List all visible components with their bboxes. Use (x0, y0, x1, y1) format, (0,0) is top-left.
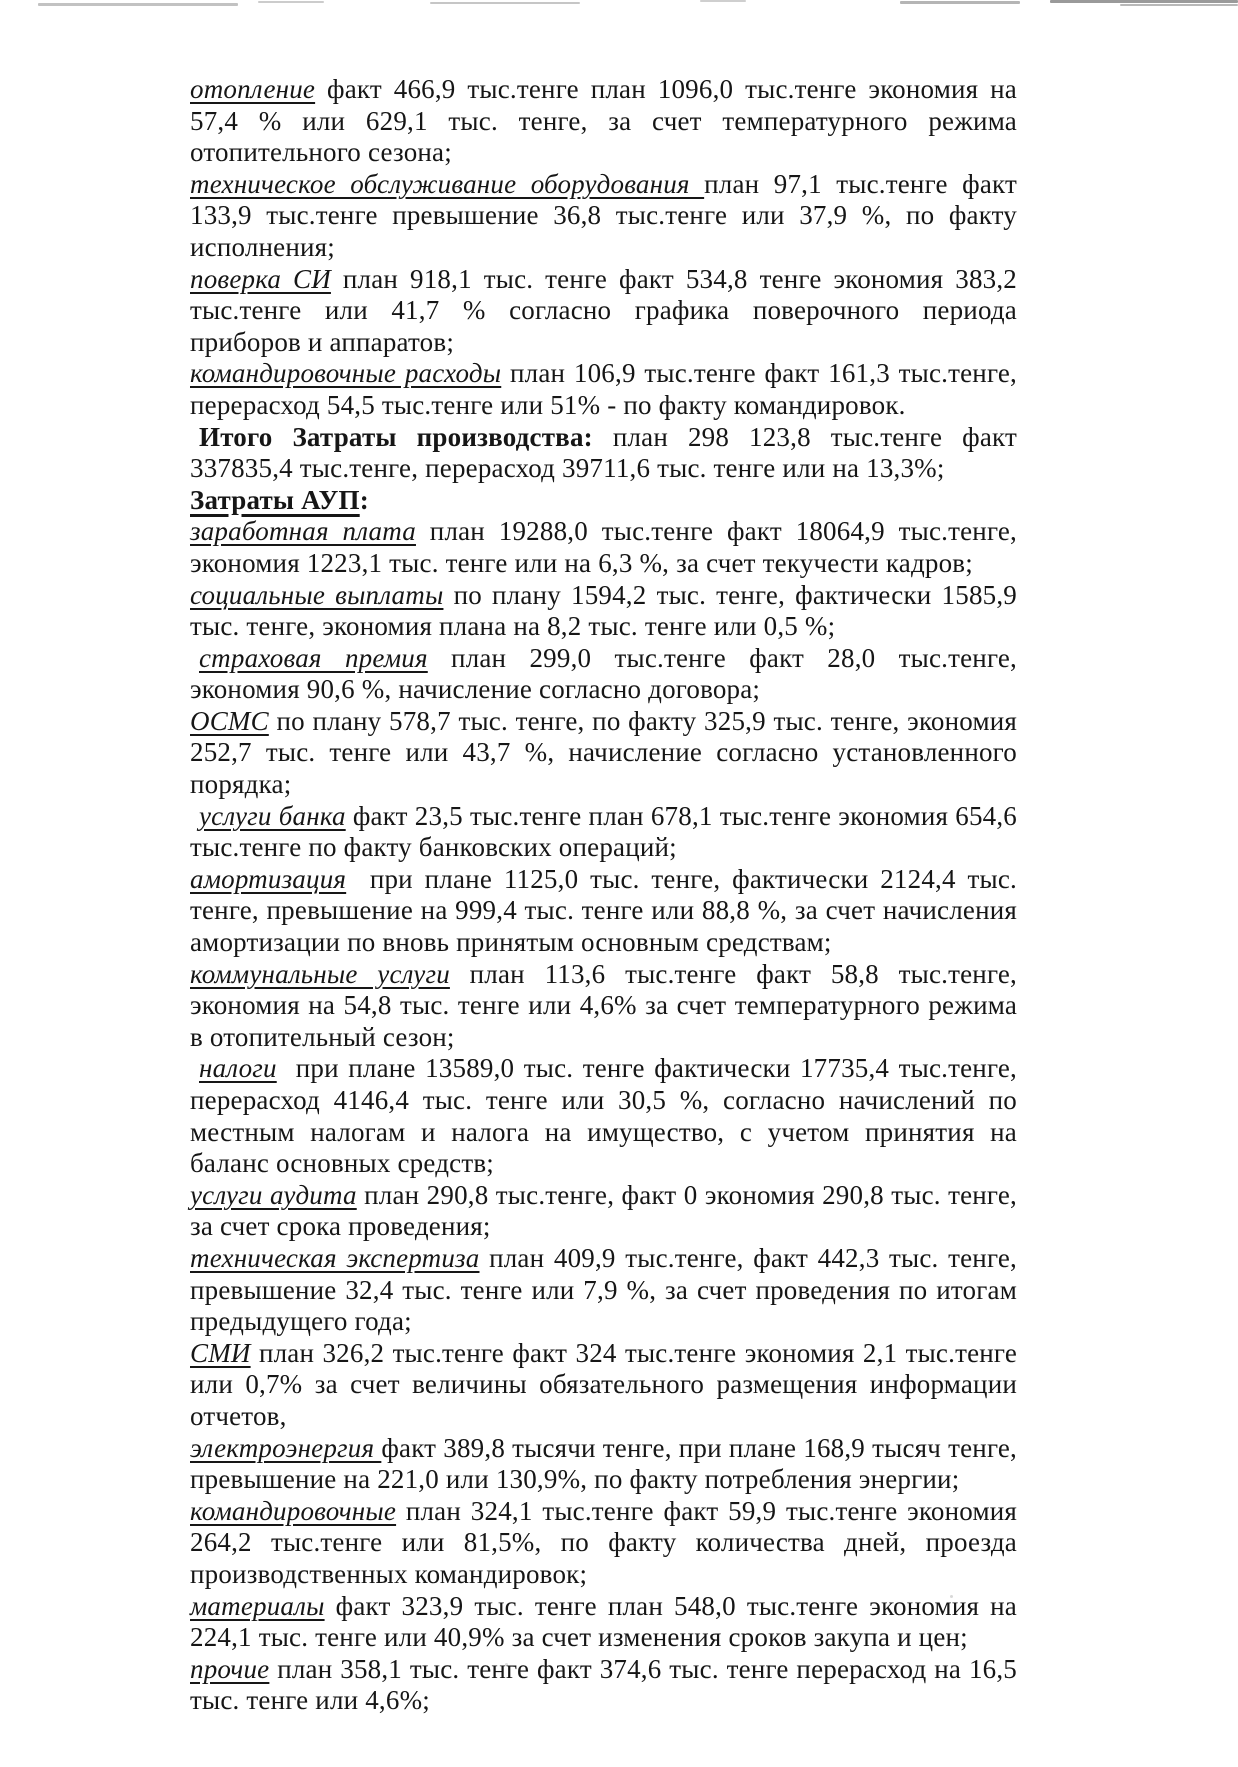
expense-text: при плане 13589,0 тыс. тенге фактически 17735,4 тыс.тенге, перерасход 4146,4 тыс. тенге или 30,5 %, согласно начислений по местным налогам и налога на имущество, с учетом принятия на баланс основных средств; (190, 1053, 1017, 1179)
expense-term: налоги (199, 1053, 277, 1084)
expense-text: план 409,9 тыс.тенге, факт 442,3 тыс. тенге, превышение 32,4 тыс. тенге или 7,9 %, за счет проведения по итогам предыдущего года; (190, 1242, 1017, 1337)
expense-term: поверка СИ (190, 263, 331, 294)
scan-artifact (38, 3, 238, 6)
scan-artifact (1050, 0, 1238, 3)
expense-text: план 299,0 тыс.тенге факт 28,0 тыс.тенге, экономия 90,6 %, начисление согласно договора; (190, 642, 1017, 705)
expense-paragraph (190, 959, 1017, 1054)
expense-term: отопление (190, 74, 316, 104)
expense-text: план 326,2 тыс.тенге факт 324 тыс.тенге экономия 2,1 тыс.тенге или 0,7% за счет величины обязательного размещения информации отчетов, (190, 1337, 1017, 1431)
expense-paragraph (190, 1496, 1017, 1591)
expense-paragraph (190, 169, 1017, 264)
expense-term: электроэнергия (190, 1432, 382, 1463)
expense-paragraph (190, 1053, 1017, 1179)
section-heading (190, 485, 1017, 517)
scan-artifact (258, 1, 324, 3)
expense-text: план 97,1 тыс.тенге факт 133,9 тыс.тенге превышение 36,8 тыс.тенге или 37,9 %, по факту исполнения; (190, 168, 1017, 262)
expense-paragraph (190, 74, 1017, 169)
expense-paragraph (190, 1654, 1017, 1717)
expense-paragraph (190, 516, 1017, 579)
production-total-paragraph (190, 422, 1017, 485)
expense-paragraph (190, 864, 1017, 959)
scan-artifact (700, 0, 746, 2)
expense-paragraph (190, 706, 1017, 801)
expense-text: при плане 1125,0 тыс. тенге, фактически 2124,4 тыс. тенге, превышение на 999,4 тыс. тенге или 88,8 %, за счет начисления амортизации по вновь принятым основным средствам; (190, 863, 1017, 958)
expense-term: амортизация (190, 863, 347, 894)
expense-paragraph (190, 580, 1017, 643)
expense-paragraph (190, 1243, 1017, 1338)
expense-text: факт 466,9 тыс.тенге план 1096,0 тыс.тенге экономия на 57,4 % или 629,1 тыс. тенге, за счет температурного режима отопительного сезона; (190, 74, 1017, 168)
scan-artifact (430, 2, 580, 4)
expense-text: факт 323,9 тыс. тенге план 548,0 тыс.тенге экономия на 224,1 тыс. тенге или 40,9% за счет изменения сроков закупа и цен; (190, 1590, 1017, 1653)
expense-text: план 918,1 тыс. тенге факт 534,8 тенге экономия 383,2 тыс.тенге или 41,7 % согласно графика поверочного периода приборов и аппаратов; (190, 263, 1017, 357)
section-heading-colon: : (359, 484, 369, 515)
expense-term: услуги аудита (190, 1179, 357, 1210)
expense-term: заработная плата (190, 516, 416, 547)
expense-paragraph (190, 1180, 1017, 1243)
scan-artifact (1120, 4, 1238, 6)
expense-term: страховая премия (199, 642, 428, 673)
expense-term: техническая экспертиза (190, 1242, 480, 1273)
expense-paragraph (190, 264, 1017, 359)
expense-text: план 19288,0 тыс.тенге факт 18064,9 тыс.тенге, экономия 1223,1 тыс. тенге или на 6,3 %, за счет текучести кадров; (190, 516, 1017, 578)
expense-term: командировочные расходы (190, 358, 502, 389)
expense-paragraph (190, 643, 1017, 706)
expense-text: факт 389,8 тысячи тенге, при плане 168,9 тысяч тенге, превышение на 221,0 или 130,9%, по факту потребления энергии; (190, 1432, 1017, 1495)
expense-term: ОСМС (190, 705, 269, 736)
expense-term: социальные выплаты (190, 579, 444, 610)
expense-text: план 290,8 тыс.тенге, факт 0 экономия 290,8 тыс. тенге, за счет срока проведения; (190, 1179, 1017, 1242)
expense-term: командировочные (190, 1495, 397, 1526)
expense-paragraph (190, 1591, 1017, 1654)
expense-term: СМИ (190, 1337, 251, 1368)
expense-paragraph (190, 1338, 1017, 1433)
expense-paragraph (190, 1433, 1017, 1496)
expense-paragraph (190, 358, 1017, 421)
expense-text: по плану 578,7 тыс. тенге, по факту 325,9 тыс. тенге, экономия 252,7 тыс. тенге или 43,7 %, начисление согласно установленного порядка; (190, 705, 1017, 800)
expense-term: коммунальные услуги (190, 958, 450, 989)
expense-text: план 324,1 тыс.тенге факт 59,9 тыс.тенге экономия 264,2 тыс.тенге или 81,5%, по факту количества дней, проезда производственных командировок; (190, 1495, 1017, 1589)
expense-text: факт 23,5 тыс.тенге план 678,1 тыс.тенге экономия 654,6 тыс.тенге по факту банковских операций; (190, 800, 1018, 863)
expense-text: план 358,1 тыс. тенге факт 374,6 тыс. тенге перерасход на 16,5 тыс. тенге или 4,6%; (190, 1653, 1017, 1716)
expense-text: план 113,6 тыс.тенге факт 58,8 тыс.тенге, экономия на 54,8 тыс. тенге или 4,6% за счет температурного режима в отопительный сезон; (190, 958, 1018, 1052)
production-total-label: Итого Затраты производства: (199, 421, 593, 452)
production-total-text: план 298 123,8 тыс.тенге факт 337835,4 тыс.тенге, перерасход 39711,6 тыс. тенге или на 13,3%; (190, 421, 1017, 484)
expense-text: по плану 1594,2 тыс. тенге, фактически 1585,9 тыс. тенге, экономия плана на 8,2 тыс. тенге или 0,5 %; (190, 579, 1018, 642)
expense-term: прочие (190, 1653, 270, 1684)
section-heading-label: Затраты АУП (190, 484, 360, 515)
expense-term: услуги банка (199, 800, 346, 831)
document-body (190, 74, 1017, 1717)
expense-text: план 106,9 тыс.тенге факт 161,3 тыс.тенге, перерасход 54,5 тыс.тенге или 51% - по факту командировок. (190, 358, 1017, 420)
expense-term: техническое обслуживание оборудования (190, 168, 705, 199)
expense-term: материалы (190, 1590, 325, 1621)
scan-artifact (900, 1, 1020, 4)
expense-paragraph (190, 801, 1017, 864)
